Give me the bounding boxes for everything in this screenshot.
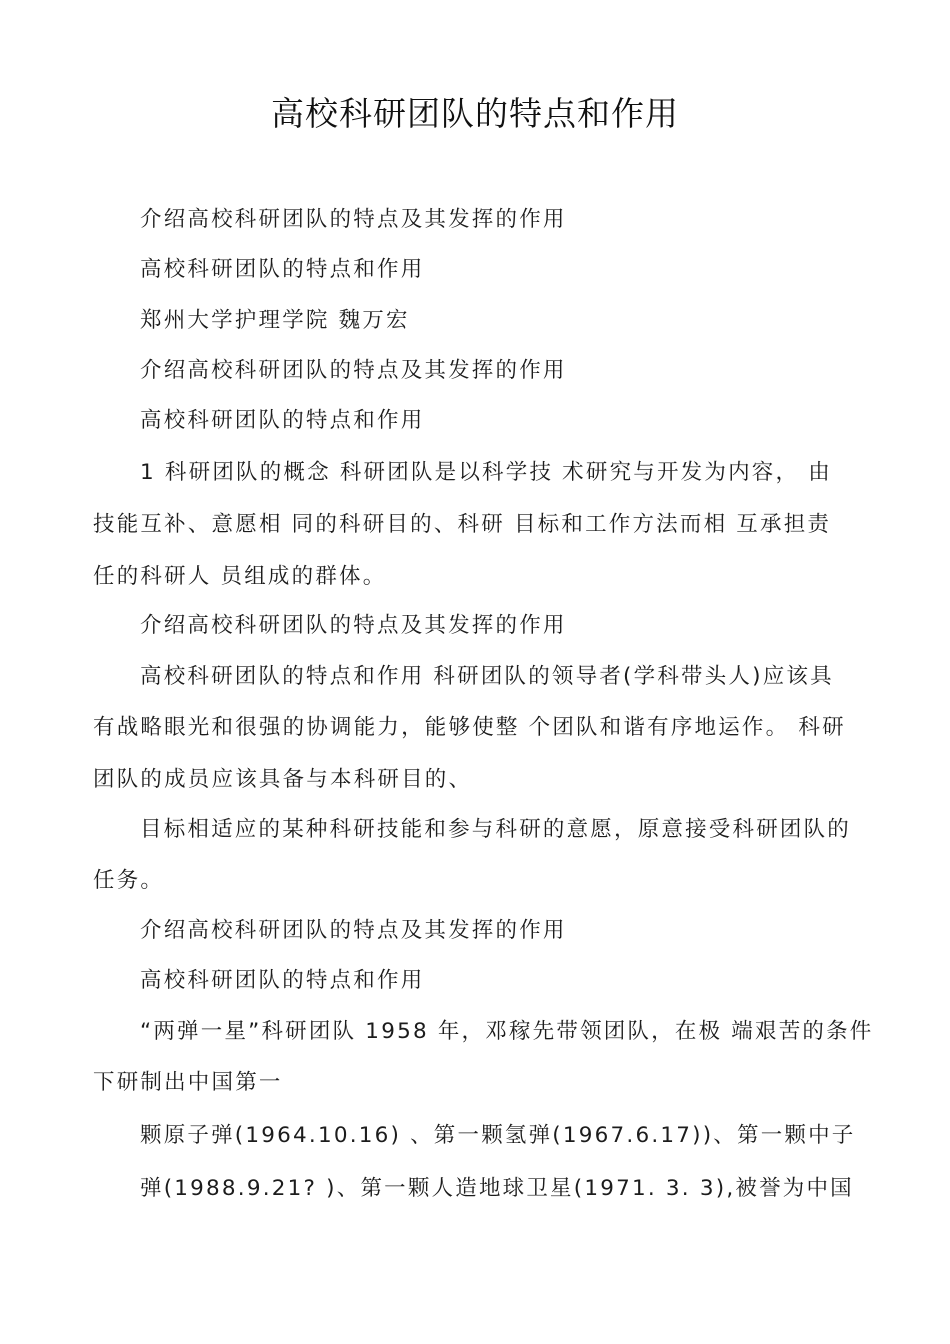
text-line-15: 介绍高校科研团队的特点及其发挥的作用	[140, 918, 567, 943]
text-line-6: 1 科研团队的概念 科研团队是以科学技 术研究与开发为内容， 由	[140, 460, 832, 485]
text-line-7: 技能互补、意愿相 同的科研目的、科研 目标和工作方法而相 互承担责	[93, 512, 832, 537]
text-line-17: “两弹一星”科研团队 1958 年，邓稼先带领团队，在极 端艰苦的条件	[140, 1019, 874, 1044]
text-line-5: 高校科研团队的特点和作用	[140, 408, 425, 433]
text-line-16: 高校科研团队的特点和作用	[140, 968, 425, 993]
text-line-12: 团队的成员应该具备与本科研目的、	[93, 767, 473, 792]
text-line-4: 介绍高校科研团队的特点及其发挥的作用	[140, 358, 567, 383]
text-line-8: 任的科研人 员组成的群体。	[93, 564, 387, 589]
text-line-10: 高校科研团队的特点和作用 科研团队的领导者(学科带头人)应该具	[140, 664, 834, 689]
text-line-20: 弹(1988.9.21? )、第一颗人造地球卫星(1971. 3. 3),被誉为中国	[140, 1176, 854, 1201]
text-line-18: 下研制出中国第一	[93, 1070, 283, 1095]
text-line-14: 任务。	[93, 868, 165, 893]
text-line-1: 介绍高校科研团队的特点及其发挥的作用	[140, 207, 567, 232]
document-title: 高校科研团队的特点和作用	[271, 94, 679, 133]
text-line-11: 有战略眼光和很强的协调能力，能够使整 个团队和谐有序地运作。 科研	[93, 715, 846, 740]
text-line-2: 高校科研团队的特点和作用	[140, 257, 425, 282]
text-line-3: 郑州大学护理学院 魏万宏	[140, 308, 410, 333]
text-line-13: 目标相适应的某种科研技能和参与科研的意愿，原意接受科研团队的	[140, 817, 852, 842]
text-line-9: 介绍高校科研团队的特点及其发挥的作用	[140, 613, 567, 638]
text-line-19: 颗原子弹(1964.10.16) 、第一颗氢弹(1967.6.17))、第一颗中子	[140, 1123, 856, 1148]
